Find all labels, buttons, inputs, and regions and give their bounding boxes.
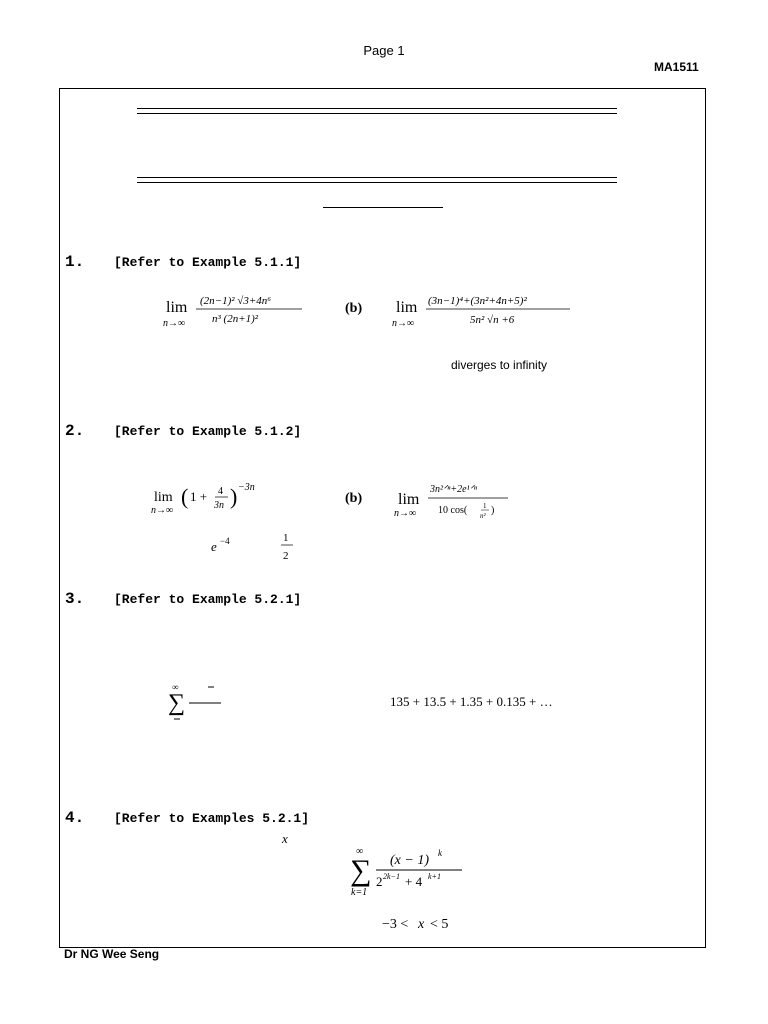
q1b-formula (390, 285, 580, 330)
part-b-label: (b) (345, 301, 363, 316)
question-reference: [Refer to Example 5.1.2] (114, 424, 302, 439)
svg-text:lim: lim (154, 490, 173, 505)
svg-text:n→∞: n→∞ (392, 318, 415, 329)
svg-text:∞: ∞ (172, 682, 179, 692)
svg-text:∑: ∑ (168, 690, 186, 716)
svg-text:(2n−1)² √3+4n⁶: (2n−1)² √3+4n⁶ (200, 295, 272, 307)
svg-text:k: k (438, 848, 442, 858)
svg-text:+ 4: + 4 (405, 874, 423, 889)
question-number: 1. (65, 253, 85, 271)
svg-text:lim: lim (396, 299, 418, 316)
svg-text:): ) (491, 505, 495, 516)
question-reference: [Refer to Examples 5.2.1] (114, 811, 310, 826)
q2a-formula (148, 476, 278, 521)
question-number: 3. (65, 590, 85, 608)
svg-text:1: 1 (483, 502, 487, 510)
q4-answer (380, 911, 464, 935)
svg-text:k+1: k+1 (428, 872, 441, 881)
svg-text:x: x (418, 917, 425, 932)
footer-author: Dr NG Wee Seng (64, 947, 160, 961)
svg-text:(3n−1)⁴+(3n²+4n+5)²: (3n−1)⁴+(3n²+4n+5)² (428, 295, 527, 307)
svg-text:3n²ᐟⁿ+2e¹ᐟⁿ: 3n²ᐟⁿ+2e¹ᐟⁿ (430, 484, 477, 495)
svg-text:2k−1: 2k−1 (383, 872, 400, 881)
svg-text:1 +: 1 + (190, 489, 208, 504)
svg-text:3n: 3n (214, 500, 224, 511)
q1b-answer: diverges to infinity (451, 358, 548, 372)
question-reference: [Refer to Example 5.1.1] (114, 255, 302, 270)
question-number: 4. (65, 809, 85, 827)
q4-variable-x (280, 830, 294, 848)
q1a-formula (160, 285, 320, 330)
q3-sum-formula (162, 678, 232, 726)
subtitle-rule (323, 207, 443, 208)
q2b-formula (392, 478, 522, 526)
svg-text:n→∞: n→∞ (163, 318, 186, 329)
svg-text:−4: −4 (220, 536, 230, 546)
part-b-label: (b) (345, 491, 363, 506)
question-number: 2. (65, 422, 85, 440)
q2b-answer (278, 528, 298, 564)
title-rule-top (137, 108, 617, 114)
svg-text:4: 4 (218, 486, 223, 497)
q3-series-text: 135 + 13.5 + 1.35 + 0.135 + … (390, 694, 553, 709)
svg-text:1: 1 (283, 532, 289, 544)
svg-text:∑: ∑ (350, 854, 372, 887)
svg-text:lim: lim (398, 491, 420, 508)
svg-text:10 cos(: 10 cos( (438, 505, 468, 516)
svg-text:n³ (2n+1)²: n³ (2n+1)² (212, 313, 259, 325)
svg-text:< 5: < 5 (430, 917, 449, 932)
svg-text:(: ( (181, 484, 189, 509)
svg-text:e: e (211, 539, 217, 554)
svg-text:(x − 1): (x − 1) (390, 853, 429, 868)
q4-sum-formula (346, 842, 476, 900)
svg-text:x: x (282, 831, 288, 846)
course-code: MA1511 (654, 60, 699, 74)
svg-text:n²: n² (480, 512, 486, 520)
svg-text:): ) (230, 484, 238, 509)
svg-text:n→∞: n→∞ (394, 508, 417, 519)
title-rule-bottom (137, 177, 617, 183)
page-label: Page 1 (363, 43, 405, 58)
q2a-answer (206, 534, 246, 558)
svg-text:lim: lim (166, 299, 188, 316)
svg-text:−3 <: −3 < (382, 917, 409, 932)
svg-text:−3n: −3n (238, 482, 255, 493)
question-reference: [Refer to Example 5.2.1] (114, 592, 302, 607)
svg-text:2: 2 (283, 550, 289, 562)
svg-text:k=1: k=1 (351, 887, 368, 898)
svg-text:2: 2 (376, 874, 383, 889)
svg-text:∞: ∞ (356, 846, 364, 857)
svg-text:5n² √n +6: 5n² √n +6 (470, 314, 515, 326)
svg-text:n→∞: n→∞ (151, 505, 174, 516)
